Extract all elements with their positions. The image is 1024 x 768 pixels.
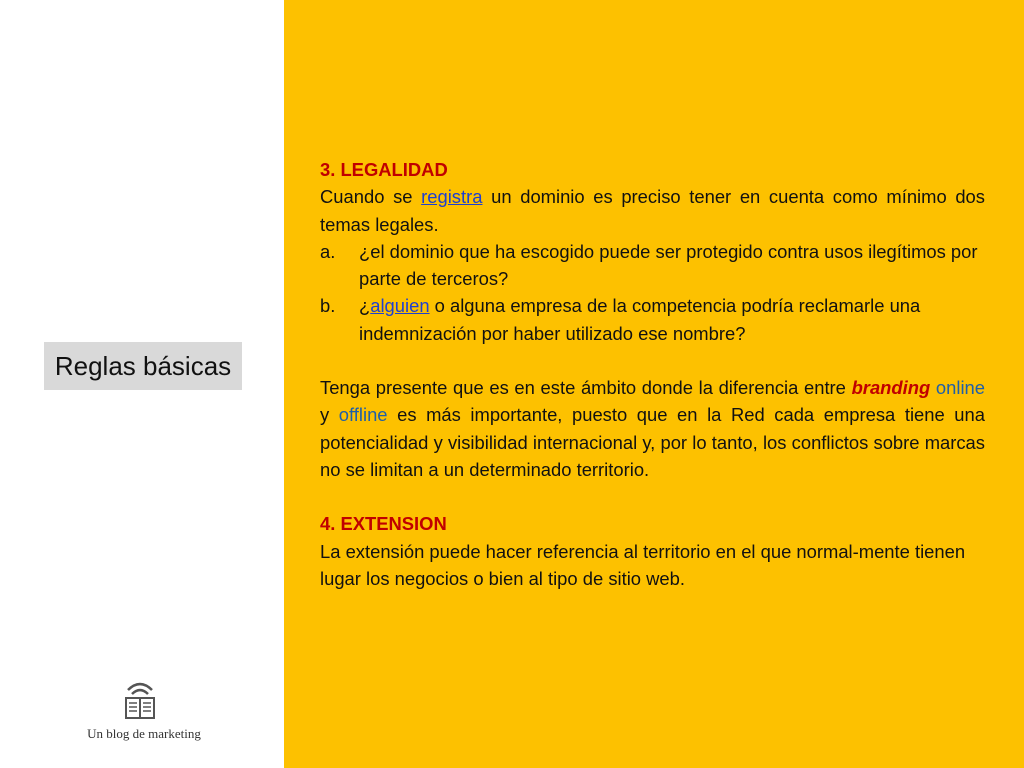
- section-3-intro: [320, 183, 985, 238]
- content-body: [320, 156, 985, 592]
- legal-questions-list: [320, 238, 985, 347]
- item-b-post: o alguna empresa de la competencia podría reclamarle una indemnización por haber utilizado ese nombre?: [359, 295, 921, 344]
- spacer: [320, 347, 985, 374]
- para-pre: Tenga presente que es en este ámbito donde la diferencia entre: [320, 377, 852, 399]
- book-wifi-icon: [116, 676, 164, 724]
- list-item-b: [320, 292, 985, 347]
- list-text-b: [359, 292, 985, 347]
- online-term: online: [935, 377, 985, 399]
- blog-logo: [84, 676, 204, 746]
- left-panel: [0, 0, 284, 768]
- logo-text: Un blog de marketing: [87, 726, 201, 741]
- section-label: Reglas básicas: [44, 342, 242, 390]
- branding-term: branding: [851, 377, 931, 399]
- registra-link[interactable]: registra: [421, 186, 483, 208]
- item-b-pre: ¿: [359, 295, 371, 317]
- para-y: y: [320, 404, 339, 426]
- list-text-a: ¿el dominio que ha escogido puede ser protegido contra usos ilegítimos por parte de terceros?: [359, 240, 978, 290]
- intro-text-pre: Cuando se: [320, 186, 422, 208]
- para-post: es más importante, puesto que en la Red cada empresa tiene una potencialidad y visibilidad internacional y, por lo tanto, los conflictos sobre marcas no se limitan a un determinado territorio.: [320, 404, 985, 480]
- section-4-heading: 4. EXTENSION: [320, 513, 447, 535]
- section-3-heading: 3. LEGALIDAD: [320, 159, 448, 180]
- spacer: [320, 483, 985, 510]
- section-4-text: La extensión puede hacer referencia al territorio en el que normal-mente tienen lugar los negocios o bien al tipo de sitio web.: [320, 540, 966, 589]
- intro-text-post: un dominio es preciso tener en cuenta como mínimo dos temas legales.: [320, 186, 985, 235]
- list-marker-b: b.: [320, 295, 336, 317]
- alguien-link[interactable]: alguien: [370, 295, 430, 317]
- list-item-a: [320, 238, 985, 293]
- offline-term: offline: [338, 404, 388, 426]
- list-marker-a: a.: [320, 240, 336, 262]
- branding-paragraph: [320, 374, 985, 483]
